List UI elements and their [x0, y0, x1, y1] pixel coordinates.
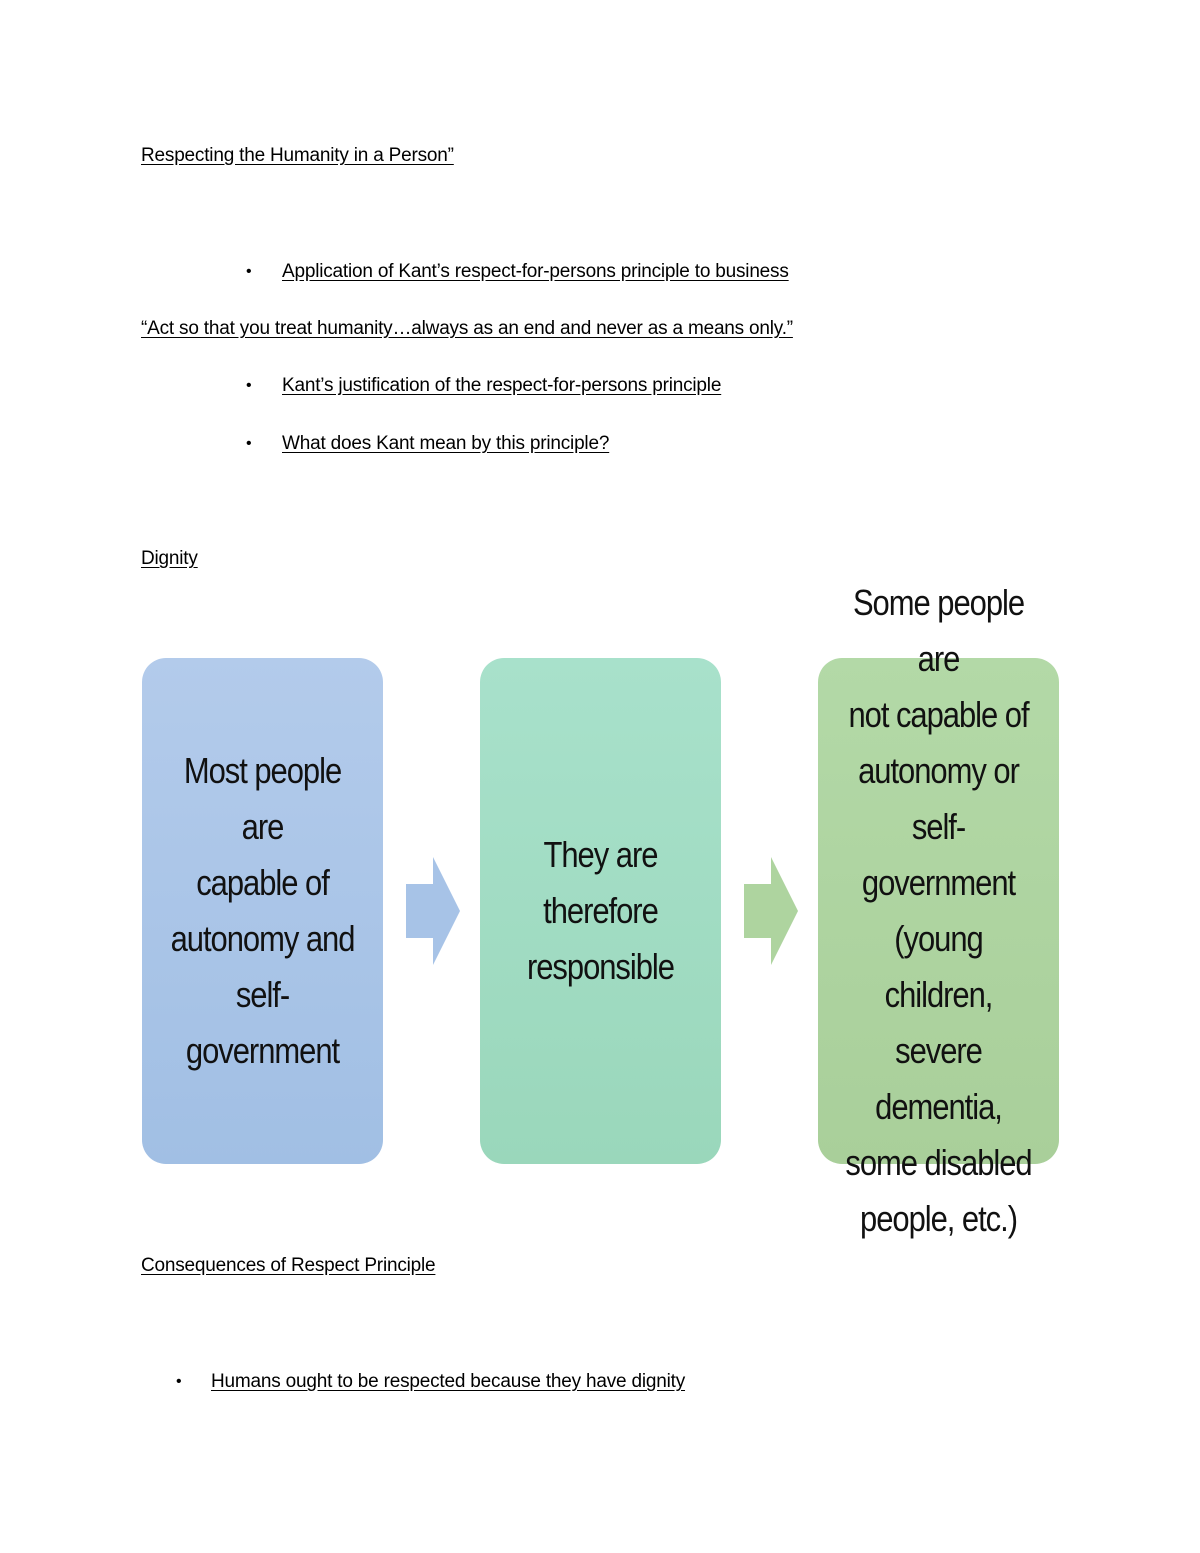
diagram-step-line: self-government [185, 974, 340, 1071]
bullet-marker: • [246, 435, 252, 452]
diagram-step-line: autonomy and [170, 918, 355, 959]
diagram-step-not-capable [818, 582, 1059, 1239]
kant-quote: “Act so that you treat humanity…always as an end and never as a means only.” [141, 318, 793, 339]
diagram-step-line: self-government [861, 806, 1016, 903]
diagram-step-text [840, 575, 1037, 1247]
diagram-step-line: (young children, [884, 918, 993, 1015]
diagram-step-line: autonomy or [858, 750, 1019, 791]
diagram-step-line: not capable of [848, 694, 1029, 735]
bullet-marker: • [246, 377, 252, 394]
diagram-step-line: capable of [196, 862, 329, 903]
diagram-step-line: people, etc.) [860, 1198, 1017, 1239]
diagram-step-line: therefore [543, 890, 658, 931]
right-arrow-icon [744, 857, 798, 965]
bullet-marker: • [246, 263, 252, 280]
bullet-application: Application of Kant’s respect-for-persons principle to business [282, 261, 789, 282]
bullet-humans-dignity: Humans ought to be respected because they have dignity [211, 1371, 686, 1392]
diagram-step-line: Some people are [852, 582, 1025, 679]
diagram-step-line: Most people are [183, 750, 342, 847]
diagram-step-text [527, 827, 674, 995]
diagram-step-text [164, 743, 361, 1079]
heading-respecting-humanity: Respecting the Humanity in a Person” [141, 145, 454, 166]
bullet-marker: • [176, 1373, 182, 1390]
diagram-step-line: They are [543, 834, 658, 875]
diagram-step-responsible [480, 658, 721, 1164]
right-arrow-icon [406, 857, 460, 965]
diagram-step-line: severe dementia, [875, 1030, 1002, 1127]
heading-consequences: Consequences of Respect Principle [141, 1255, 436, 1276]
diagram-step-autonomy [142, 658, 383, 1164]
bullet-meaning: What does Kant mean by this principle? [282, 433, 610, 454]
diagram-step-line: some disabled [845, 1142, 1032, 1183]
heading-dignity: Dignity [141, 548, 198, 569]
bullet-justification: Kant’s justification of the respect-for-persons principle [282, 375, 722, 396]
diagram-step-line: responsible [526, 946, 674, 987]
